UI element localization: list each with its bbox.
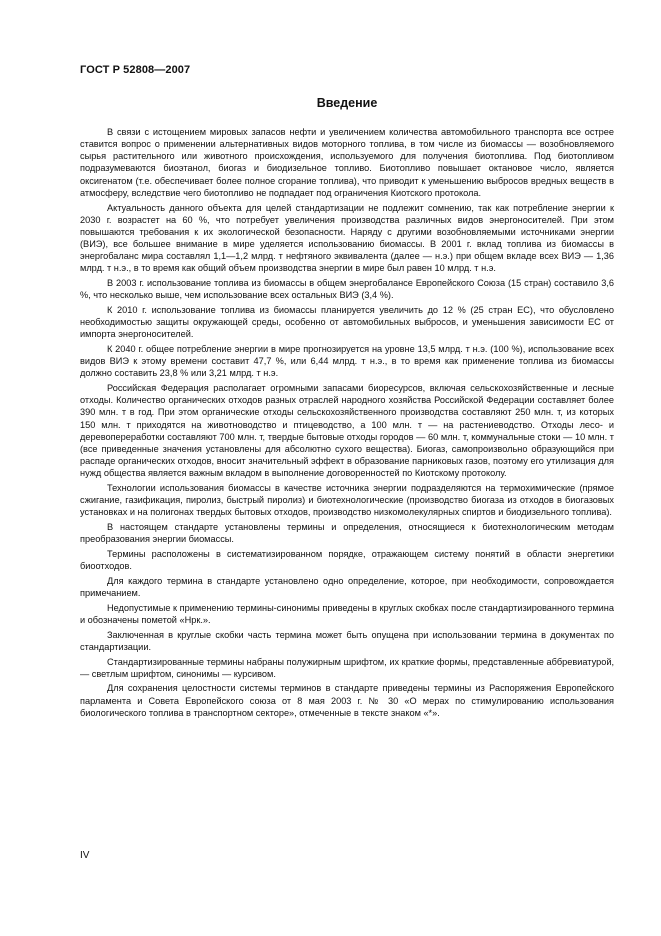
section-title: Введение	[316, 96, 378, 110]
paragraph: Актуальность данного объекта для целей стандартизации не подлежит сомнению, так как потребление энергии к 2030 г. возрастет на 60 %, что потребует увеличения производства различных видов энергоносителей. При этом повышаются требования к их экологической безопасности. Наряду с другими возобновляемыми источниками энергии (ВИЭ), все большее внимание в мире уделяется использованию биомассы. В 2001 г. вклад топлива из биомассы в энергобаланс мира составлял 1,1—1,2 млрд. т нефтяного эквивалента (далее — н.э.) при общем вкладе всех ВИЭ — 1,36 млрд. т н.э., в то время как общий объем производства энергии в мире был равен 10 млрд. т н.э.	[80, 202, 614, 274]
paragraph: Стандартизированные термины набраны полужирным шрифтом, их краткие формы, представленные аббревиатурой, — светлым шрифтом, синонимы — курсивом.	[80, 656, 614, 679]
paragraph: Термины расположены в систематизированном порядке, отражающем систему понятий в области энергетики биоотходов.	[80, 548, 614, 572]
paragraph: К 2010 г. использование топлива из биомассы планируется увеличить до 12 % (25 стран ЕС), что обусловлено необходимостью защиты окружающей среды, особенно от автомобильных выбросов, и уменьшения зависимости ЕС от импорта энергоносителей.	[80, 304, 614, 340]
body-text	[80, 126, 614, 722]
paragraph: Заключенная в круглые скобки часть термина может быть опущена при использовании термина в документах по стандартизации.	[80, 629, 614, 652]
running-header: ГОСТ Р 52808—2007	[80, 64, 191, 76]
paragraph: Технологии использования биомассы в качестве источника энергии подразделяются на термохимические (прямое сжигание, газификация, пиролиз, быстрый пиролиз) и биотехнологические (производство биогаза из отходов в биогазовых установках и на полигонах твердых бытовых отходов, производство низкомолекулярных спиртов и биодизельного топлива).	[80, 482, 614, 518]
paragraph: Для сохранения целостности системы терминов в стандарте приведены термины из Распоряжения Европейского парламента и Совета Европейского союза от 8 мая 2003 г. № 30 «О мерах по стимулированию использования биологического топлива в транспортном секторе», отмеченные в тексте знаком «*».	[80, 683, 614, 718]
paragraph: Недопустимые к применению термины-синонимы приведены в круглых скобках после стандартизированного термина и обозначены пометой «Нрк.».	[80, 602, 614, 625]
paragraph: Российская Федерация располагает огромными запасами биоресурсов, включая сельскохозяйственные и лесные отходы. Количество органических отходов разных отраслей народного хозяйства Российской Федерации составляет более 390 млн. т в год. При этом органические отходы сельскохозяйственного производства составляют 250 млн. т, из которых 150 млн. т приходятся на животноводство и птицеводство, а 100 млн. т — на растениеводство. Отходы лесо- и деревопереработки составляют 700 млн. т, твердые бытовые отходы городов — 60 млн. т, коммунальные стоки — 10 млн. т (все приведенные значения установлены для абсолютно сухого вещества). Биогаз, самопроизвольно образующийся при распаде органических отходов, вносит значительный эффект в образование парниковых газов, поэтому его утилизация для нужд общества является важным вкладом в выполнение договоренностей по Киотскому протоколу.	[80, 383, 614, 479]
paragraph: В 2003 г. использование топлива из биомассы в общем энергобалансе Европейского Союза (15 стран) составило 3,6 %, что несколько выше, чем использование всех остальных ВИЭ (3,4 %).	[80, 278, 614, 301]
page-number: IV	[80, 850, 90, 861]
paragraph: В настоящем стандарте установлены термины и определения, относящиеся к биотехнологическим методам преобразования энергии биомассы.	[80, 522, 614, 545]
paragraph: В связи с истощением мировых запасов нефти и увеличением количества автомобильного транспорта все острее ставится вопрос о применении альтернативных видов моторного топлива, в том числе из биомассы — возобновляемого сырья растительного или животного происхождения, используемого для получения биотоплива. Под биотопливом подразумеваются биоэтанол, биогаз и биодизельное топливо. Биотопливо повышает октановое число, является оксигенатом (т.е. обеспечивает более полное сгорание топлива), что приводит к уменьшению выбросов вредных веществ в атмосферу, вследствие чего биотопливо не подпадает под ограничения Киотского протокола.	[80, 127, 614, 198]
paragraph: К 2040 г. общее потребление энергии в мире прогнозируется на уровне 13,5 млрд. т н.э. (100 %), использование всех видов ВИЭ к этому времени составит 47,7 %, или 6,44 млрд. т н.э., в то время как применение топлива из биомассы должно составить 23,8 % или 3,21 млрд. т н.э.	[80, 344, 614, 379]
paragraph: Для каждого термина в стандарте установлено одно определение, которое, при необходимости, сопровождается примечанием.	[80, 575, 614, 598]
